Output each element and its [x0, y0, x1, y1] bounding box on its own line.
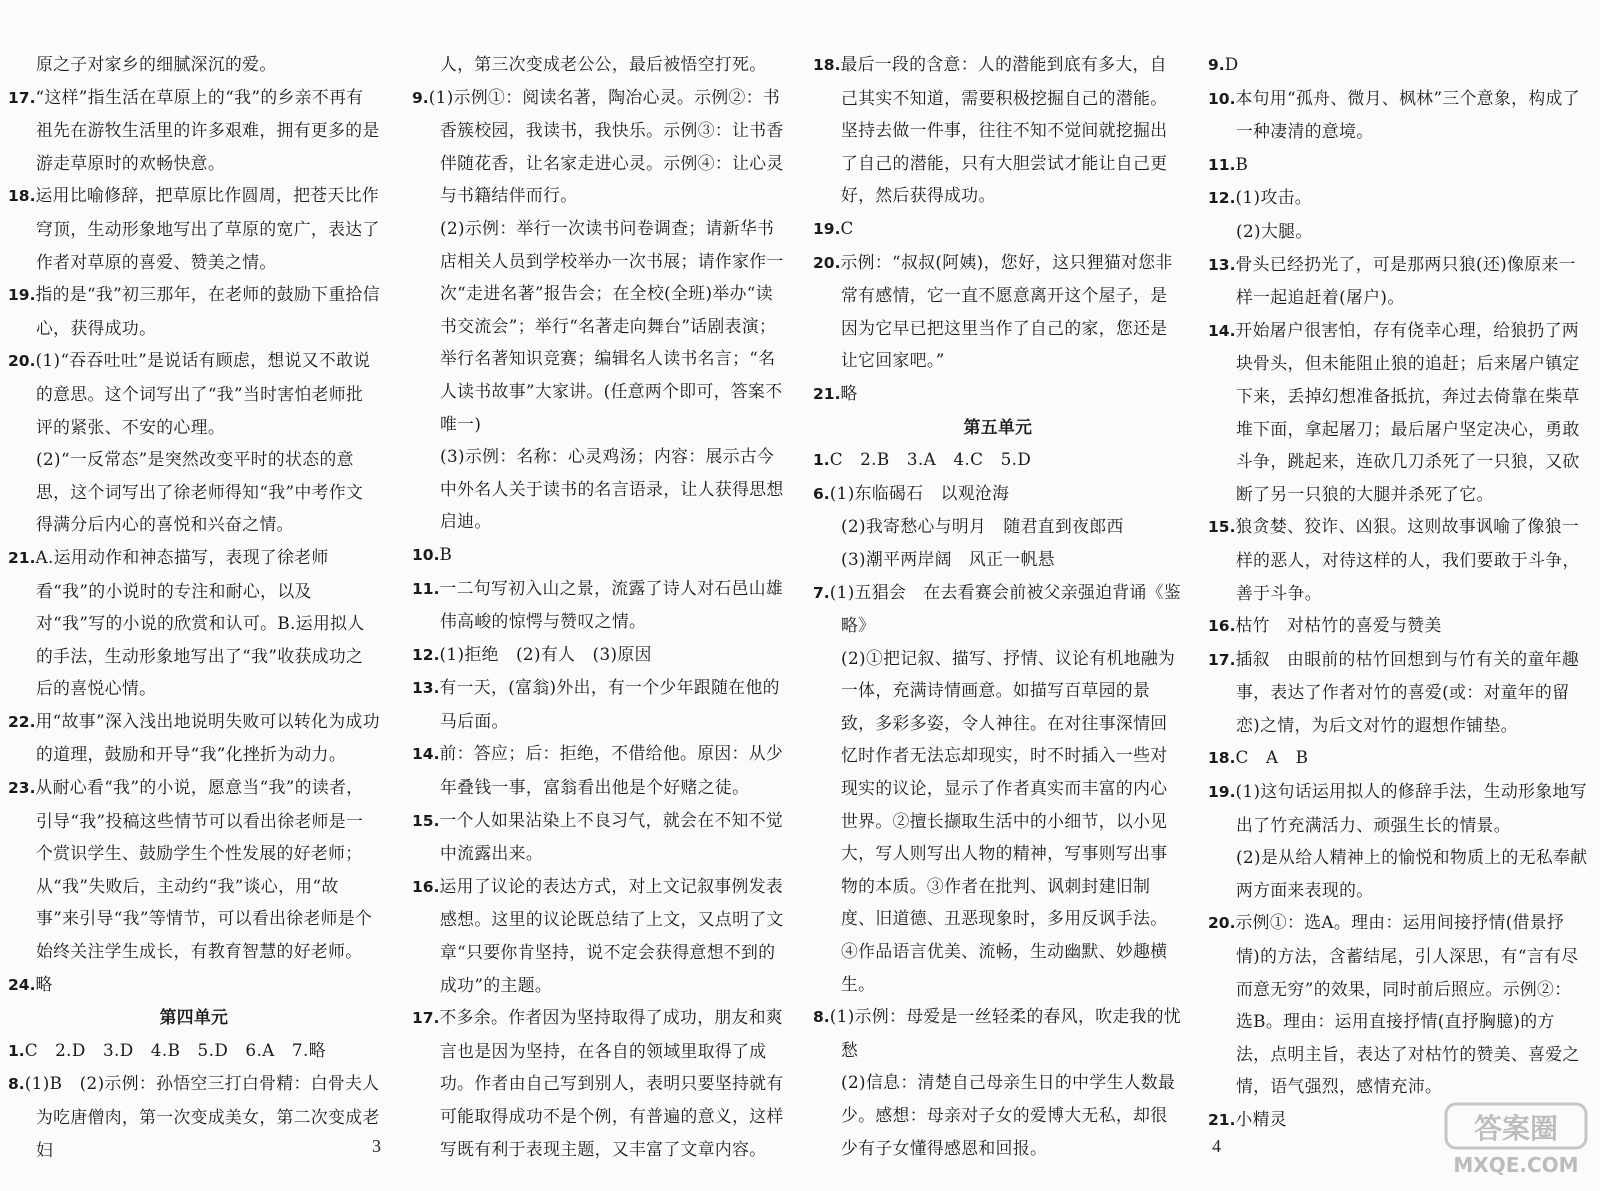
answer-subitem: (2)信息：清楚自己母亲生日的中学生人数最少。感想：母亲对子女的爱博大无私，却很少有子女懂得感恩和回报。	[841, 1072, 1176, 1158]
answer-item: 22.用“故事”深入浅出地说明失败可以转化为成功的道理，鼓励和开导“我”化挫折为动力。	[8, 710, 380, 765]
answer-item: 19.C	[813, 217, 854, 238]
question-number: 13.	[412, 679, 440, 698]
question-number: 13.	[1208, 255, 1236, 274]
answer-column-2	[412, 48, 784, 1165]
answer-subitem: (2)大腿。	[1236, 220, 1313, 241]
watermark-logo-graphic	[1440, 1100, 1592, 1180]
question-number: 21.	[8, 548, 36, 567]
question-number: 16.	[1208, 617, 1236, 636]
question-number: 20.	[813, 253, 841, 272]
unit-title: 第四单元	[159, 1007, 229, 1028]
answer-item: 8.(1)B (2)示例：孙悟空三打白骨精：白骨夫人为吃唐僧肉，第一次变成美女，第二次变成老妇	[8, 1073, 380, 1160]
answer-item: 7.(1)五猖会 在去看赛会前被父亲强迫背诵《鉴略》	[813, 581, 1182, 636]
answer-subitem: (2)是从给人精神上的愉悦和物质上的无私奉献两方面来表现的。	[1236, 847, 1588, 900]
answer-item: 10.本句用“孤舟、微月、枫林”三个意象，构成了一种凄清的意境。	[1208, 87, 1580, 142]
answer-subitem: (3)示例：名称：心灵鸡汤；内容：展示古今中外名人关于读书的名言语录，让人获得思想启迪。	[440, 446, 784, 532]
answer-subitem: (3)潮平两岸阔 风正一帆悬	[841, 548, 1055, 569]
answer-item: 18.最后一段的含意：人的潜能到底有多大，自己其实不知道，需要积极挖掘自己的潜能。坚持去做一件事，往往不知不觉间就挖掘出了自己的潜能，只有大胆尝试才能让自己更好，然后获得成功。	[813, 54, 1168, 206]
question-number: 10.	[412, 545, 440, 564]
answer-subitem: (2)示例：举行一次读书问卷调查；请新华书店相关人员到学校举办一次书展；请作家作一次“走进名著”报告会；在全校(全班)举办“读书交流会”；举行“名著走向舞台”话剧表演；举行名著知识竞赛；编辑名人读书名言；“名人读书故事”大家讲。(任意两个即可，答案不唯一)	[440, 217, 784, 434]
answer-subitem: (2)①把记叙、描写、抒情、议论有机地融为一体，充满诗情画意。如描写百草园的景致，多彩多姿，令人神往。在对往事深情回忆时作者无法忘却现实，时不时插入一些对现实的议论，显示了作者真实而丰富的内心世界。②擅长撷取生活中的小细节，以小见大，写人则写出人物的精神，写事则写出事物的本质。③作者在批判、讽刺封建旧制度、旧道德、丑恶现象时，多用反讽手法。④作品语言优美、流畅，生动幽默、妙趣横生。	[841, 647, 1176, 994]
answer-item: 15.一个人如果沾染上不良习气，就会在不知不觉中流露出来。	[412, 809, 784, 864]
answer-item: 13.骨头已经扔光了，可是那两只狼(还)像原来一样一起追赶着(屠户)。	[1208, 253, 1576, 308]
page-number-left: 3	[372, 1136, 381, 1156]
answer-item: 9.D	[1208, 54, 1239, 74]
question-number: 15.	[412, 811, 440, 830]
question-number: 14.	[412, 745, 440, 764]
question-number: 1.	[813, 451, 830, 470]
answer-item: 24.略	[8, 973, 53, 994]
question-number: 16.	[412, 877, 440, 896]
question-number: 19.	[1208, 783, 1236, 802]
question-number: 20.	[8, 352, 36, 371]
answer-item: 19.(1)这句话运用拟人的修辞手法，生动形象地写出了竹充满活力、顽强生长的情景。	[1208, 781, 1587, 835]
answer-column-3	[813, 48, 1183, 1164]
question-number: 12.	[1208, 189, 1236, 208]
answer-item: 18.运用比喻修辞，把草原比作圆周，把苍天比作穹顶，生动形象地写出了草原的宽广，表达了作者对草原的喜爱、赞美之情。	[8, 185, 380, 272]
answer-column-4	[1208, 48, 1588, 1137]
question-number: 14.	[1208, 321, 1236, 340]
answer-item: 20.示例：“叔叔(阿姨)，您好，这只狸猫对您非常有感情，它一直不愿意离开这个屋子，是因为它早已把这里当作了自己的家，您还是让它回家吧。”	[813, 251, 1173, 371]
watermark-bottom-text: MXQE.COM	[1453, 1153, 1579, 1177]
question-number: 7.	[813, 583, 830, 602]
answer-item: 21.A.运用动作和神态描写，表现了徐老师看“我”的小说时的专注和耐心，以及对“我”写的小说的欣赏和认可。B.运用拟人的手法，生动形象地写出了“我”收获成功之后的喜悦心情。	[8, 546, 365, 699]
answer-continuation: 原之子对家乡的细腻深沉的爱。	[36, 54, 277, 74]
answer-item: 9.(1)示例①：阅读名著，陶冶心灵。示例②：书香簇校园，我读书，我快乐。示例③：让书香伴随花香，让名家走进心灵。示例④：让心灵与书籍结伴而行。	[412, 86, 784, 206]
answer-item: 20.示例①：选A。理由：运用间接抒情(借景抒情)的方法，含蓄结尾，引人深思，有“言有尽而意无穷”的效果，同时前后照应。示例②：选B。理由：运用直接抒情(直抒胸臆)的方法，点明主旨，表达了对枯竹的赞美、喜爱之情，语气强烈，感情充沛。	[1208, 912, 1580, 1097]
question-number: 15.	[1208, 518, 1236, 537]
answer-item: 8.(1)示例：母爱是一丝轻柔的春风，吹走我的忧愁	[813, 1006, 1182, 1060]
answer-item: 18.C A B	[1208, 747, 1309, 768]
answer-item: 1.C 2.B 3.A 4.C 5.D	[813, 449, 1032, 470]
question-number: 12.	[412, 645, 440, 664]
question-number: 23.	[8, 779, 36, 798]
question-number: 8.	[813, 1008, 830, 1027]
question-number: 9.	[1208, 56, 1225, 74]
answer-item: 17.“这样”指生活在草原上的“我”的乡亲不再有祖先在游牧生活里的许多艰难，拥有更多的是游走草原时的欢畅快意。	[8, 86, 380, 173]
question-number: 21.	[1208, 1111, 1236, 1129]
question-number: 1.	[8, 1041, 25, 1060]
answer-subitem: (2)我寄愁心与明月 随君直到夜郎西	[841, 516, 1124, 537]
question-number: 17.	[412, 1009, 440, 1028]
answer-continuation: 人，第三次变成老公公，最后被悟空打死。	[440, 54, 767, 74]
answer-item: 12.(1)拒绝 (2)有人 (3)原因	[412, 643, 652, 664]
question-number: 17.	[1208, 650, 1236, 669]
question-number: 10.	[1208, 89, 1236, 108]
answer-item: 21.略	[813, 382, 858, 403]
question-number: 17.	[8, 88, 36, 107]
answer-item: 16.枯竹 对枯竹的喜爱与赞美	[1208, 615, 1442, 636]
question-number: 20.	[1208, 914, 1236, 933]
answer-item: 10.B	[412, 543, 453, 564]
question-number: 11.	[412, 579, 440, 598]
answer-item: 16.运用了议论的表达方式，对上文记叙事例发表感想。这里的议论既总结了上文，又点明了文章“只要你肯坚持，说不定会获得意想不到的成功”的主题。	[412, 875, 784, 995]
watermark-top-text: 答案圈	[1473, 1112, 1559, 1145]
answer-item: 17.不多余。作者因为坚持取得了成功，朋友和爽言也是因为坚持，在各自的领域里取得了成功。作者由自己写到别人，表明只要坚持就有可能取得成功不是个例，有普遍的意义，这样写既有利于表现主题，又丰富了文章内容。	[412, 1007, 784, 1159]
question-number: 9.	[412, 88, 429, 107]
question-number: 22.	[8, 712, 36, 731]
answer-item: 20.(1)“吞吞吐吐”是说话有顾虑，想说又不敢说的意思。这个词写出了“我”当时害怕老师批评的紧张、不安的心理。	[8, 350, 371, 437]
answer-item: 21.小精灵	[1208, 1109, 1288, 1129]
answer-item: 15.狼贪婪、狡诈、凶狠。这则故事讽喻了像狼一样的恶人，对待这样的人，我们要敢于斗争，善于斗争。	[1208, 516, 1580, 603]
page-number-right: 4	[1212, 1136, 1221, 1156]
question-number: 24.	[8, 975, 36, 994]
question-number: 11.	[1208, 155, 1236, 174]
answer-item: 12.(1)攻击。	[1208, 187, 1312, 208]
answer-item: 23.从耐心看“我”的小说，愿意当“我”的读者，引导“我”投稿这些情节可以看出徐老师是一个赏识学生、鼓励学生个性发展的好老师；从“我”失败后，主动约“我”谈心，用“故事”来引导“我”等情节，可以看出徐老师是个始终关注学生成长，有教育智慧的好老师。	[8, 777, 373, 962]
answer-item: 14.开始屠户很害怕，存有侥幸心理，给狼扔了两块骨头，但未能阻止狼的追赶；后来屠户镇定下来，丢掉幻想准备抵抗，奔过去倚靠在柴草堆下面，拿起屠刀；最后屠户坚定决心，勇敢斗争，跳起来，连砍几刀杀死了一只狼，又砍断了另一只狼的大腿并杀死了它。	[1208, 319, 1580, 504]
answer-item: 6.(1)东临碣石 以观沧海	[813, 482, 1010, 503]
question-number: 18.	[813, 56, 841, 74]
question-number: 18.	[1208, 749, 1236, 768]
answer-subitem: (2)“一反常态”是突然改变平时的状态的意思，这个词写出了徐老师得知“我”中考作文得满分后内心的喜悦和兴奋之情。	[36, 449, 364, 535]
answer-column-1	[8, 48, 380, 1166]
answer-item: 1.C 2.D 3.D 4.B 5.D 6.A 7.略	[8, 1039, 326, 1060]
answer-item: 14.前：答应；后：拒绝，不借给他。原因：从少年叠钱一事，富翁看出他是个好赌之徒。	[412, 743, 784, 798]
question-number: 19.	[8, 286, 36, 305]
question-number: 8.	[8, 1075, 25, 1094]
answer-item: 11.B	[1208, 153, 1249, 174]
question-number: 6.	[813, 484, 830, 503]
unit-title: 第五单元	[963, 416, 1033, 437]
question-number: 18.	[8, 187, 36, 206]
answer-item: 13.有一天，(富翁)外出，有一个少年跟随在他的马后面。	[412, 677, 780, 731]
watermark-logo	[1440, 1100, 1592, 1180]
question-number: 19.	[813, 219, 841, 238]
answer-item: 17.插叙 由眼前的枯竹回想到与竹有关的童年趣事，表达了作者对竹的喜爱(或：对童年的留恋)之情，为后文对竹的遐想作铺垫。	[1208, 648, 1580, 735]
answer-item: 11.一二句写初入山之景，流露了诗人对石邑山雄伟高峻的惊愕与赞叹之情。	[412, 577, 784, 632]
question-number: 21.	[813, 384, 841, 403]
answer-item: 19.指的是“我”初三那年，在老师的鼓励下重拾信心，获得成功。	[8, 284, 380, 338]
